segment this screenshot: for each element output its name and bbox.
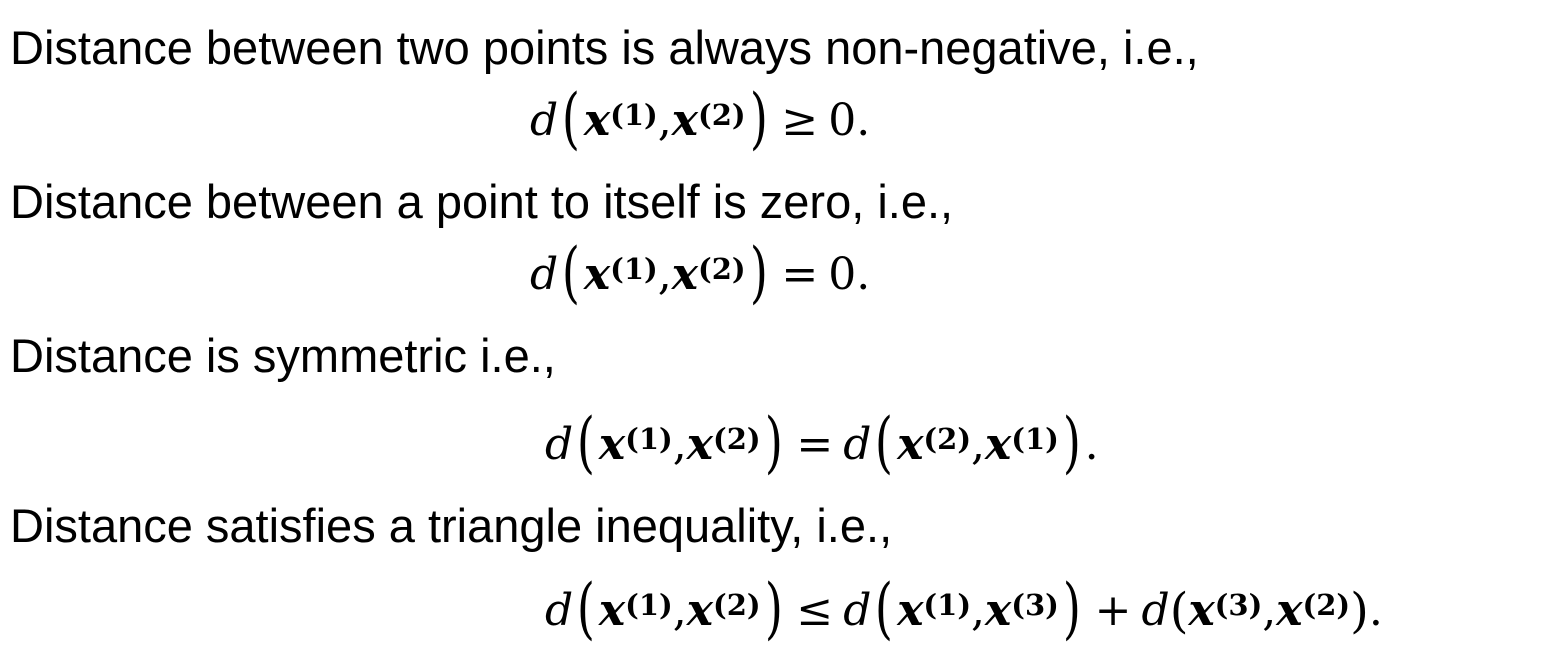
variable: x — [583, 249, 611, 300]
property-2-formula — [530, 234, 871, 311]
close-paren: ) — [1062, 570, 1081, 647]
superscript-index: (3) — [1011, 587, 1059, 622]
property-3-statement: Distance is symmetric i.e., — [10, 329, 556, 382]
variable: x — [897, 585, 924, 636]
distance-term — [530, 80, 771, 157]
close-paren: ) — [749, 80, 768, 157]
period: . — [856, 249, 871, 300]
variable: x — [598, 585, 626, 636]
open-paren: ( — [875, 404, 894, 481]
function-name: d — [843, 585, 872, 636]
property-2-statement: Distance between a point to itself is zero, i.e., — [10, 175, 954, 228]
comma: , — [657, 249, 672, 300]
function-name: d — [545, 419, 574, 470]
superscript-index: (2) — [698, 97, 746, 132]
close-paren: ) — [764, 404, 783, 481]
function-name: d — [530, 95, 559, 146]
property-1-statement: Distance between two points is always non-negative, i.e., — [10, 21, 1199, 74]
distance-term — [843, 570, 1084, 647]
close-paren: ) — [1062, 404, 1081, 481]
superscript-index: (1) — [923, 587, 972, 622]
variable: x — [686, 585, 714, 636]
period: . — [1084, 419, 1099, 470]
rhs-value: 0 — [828, 249, 857, 300]
period: . — [1368, 585, 1383, 636]
variable: x — [598, 419, 626, 470]
relation-operator: ≥ — [781, 95, 819, 146]
superscript-index: (2) — [1302, 587, 1351, 622]
variable: x — [671, 95, 699, 146]
property-3-formula — [545, 404, 1099, 481]
distance-term — [843, 404, 1084, 481]
comma: , — [672, 419, 687, 470]
close-paren: ) — [764, 570, 783, 647]
comma: , — [971, 419, 986, 470]
comma: , — [1262, 585, 1277, 636]
property-4-formula — [545, 570, 1383, 647]
close-paren: ) — [1350, 583, 1369, 639]
superscript-index: (1) — [625, 421, 673, 456]
superscript-index: (2) — [698, 251, 746, 286]
variable: x — [1276, 585, 1303, 636]
property-1-formula — [530, 80, 871, 157]
distance-term — [530, 234, 771, 311]
superscript-index: (1) — [1011, 421, 1059, 456]
distance-term — [545, 404, 786, 481]
variable: x — [897, 419, 924, 470]
plus-operator: + — [1094, 585, 1132, 636]
superscript-index: (2) — [713, 587, 761, 622]
open-paren: ( — [577, 570, 596, 647]
comma: , — [672, 585, 687, 636]
open-paren: ( — [875, 570, 894, 647]
superscript-index: (1) — [610, 97, 658, 132]
distance-term — [1141, 583, 1369, 639]
distance-term — [545, 570, 786, 647]
superscript-index: (1) — [610, 251, 658, 286]
function-name: d — [530, 249, 559, 300]
open-paren: ( — [562, 80, 581, 157]
superscript-index: (2) — [923, 421, 972, 456]
period: . — [856, 95, 871, 146]
relation-operator: = — [796, 419, 834, 470]
variable: x — [1188, 585, 1215, 636]
property-4-statement: Distance satisfies a triangle inequality, i.e., — [10, 499, 893, 552]
comma: , — [657, 95, 672, 146]
relation-operator: = — [781, 249, 819, 300]
function-name: d — [1141, 585, 1170, 636]
superscript-index: (1) — [625, 587, 673, 622]
open-paren: ( — [577, 404, 596, 481]
close-paren: ) — [749, 234, 768, 311]
superscript-index: (2) — [713, 421, 761, 456]
variable: x — [985, 419, 1012, 470]
variable: x — [671, 249, 699, 300]
variable: x — [583, 95, 611, 146]
open-paren: ( — [562, 234, 581, 311]
function-name: d — [545, 585, 574, 636]
comma: , — [971, 585, 986, 636]
relation-operator: ≤ — [796, 585, 834, 636]
function-name: d — [843, 419, 872, 470]
superscript-index: (3) — [1214, 587, 1263, 622]
variable: x — [985, 585, 1012, 636]
rhs-value: 0 — [828, 95, 857, 146]
open-paren: ( — [1169, 583, 1189, 639]
variable: x — [686, 419, 714, 470]
